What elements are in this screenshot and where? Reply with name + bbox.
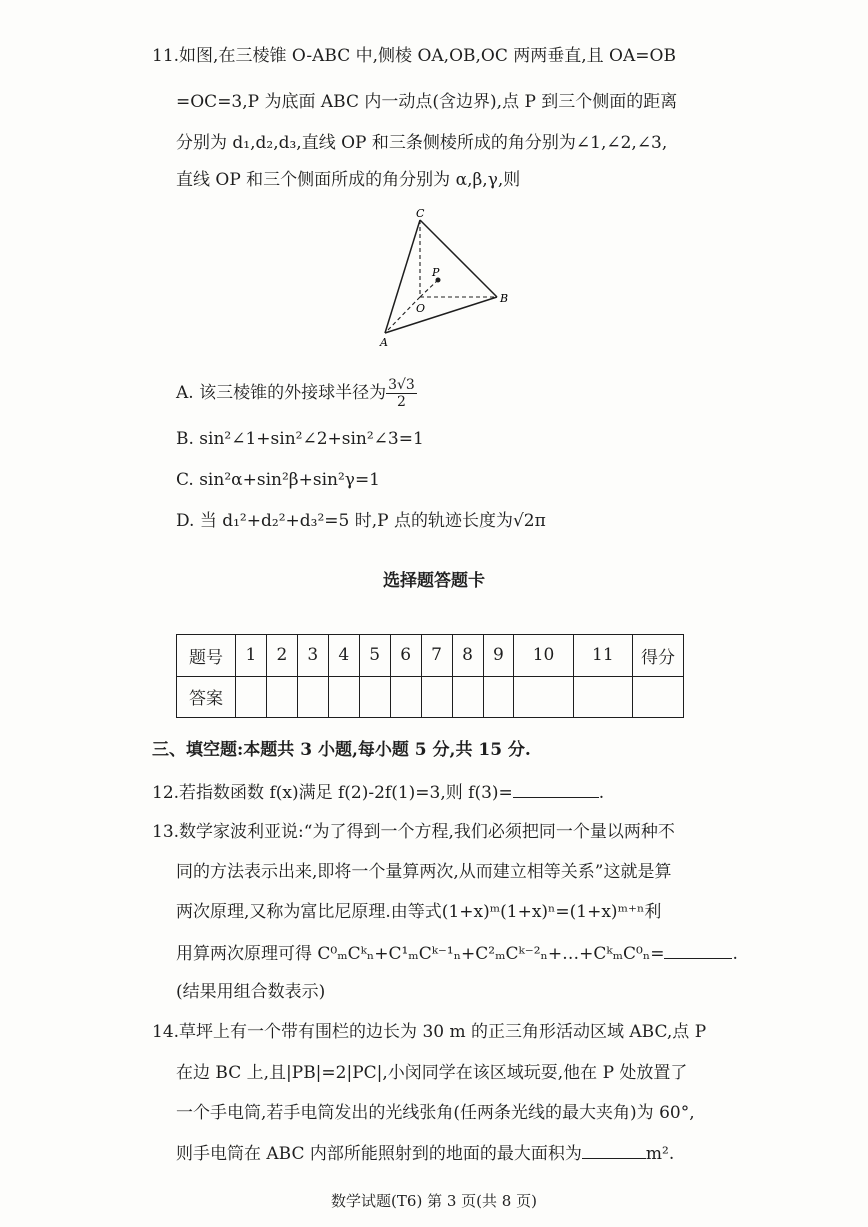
q11-line-2: =OC=3,P 为底面 ABC 内一动点(含边界),点 P 到三个侧面的距离	[176, 92, 678, 112]
q12	[152, 779, 604, 805]
label-p: P	[432, 266, 440, 279]
answer-card-number: 8	[452, 635, 483, 677]
q14-line-4-text: 则手电筒在 ABC 内部所能照射到的地面的最大面积为	[176, 1144, 582, 1164]
q14-line-3: 一个手电筒,若手电筒发出的光线张角(任两条光线的最大夹角)为 60°,	[176, 1103, 695, 1123]
q14-line-4	[176, 1140, 674, 1166]
answer-card-number: 3	[297, 635, 328, 677]
label-b: B	[500, 292, 509, 305]
answer-cell[interactable]	[573, 676, 632, 718]
answer-cell[interactable]	[359, 676, 390, 718]
q11-line-4: 直线 OP 和三个侧面所成的角分别为 α,β,γ,则	[176, 170, 521, 190]
answer-cell[interactable]	[236, 676, 267, 718]
option-a-text: A. 该三棱锥的外接球半径为	[176, 383, 387, 403]
answer-card-title: 选择题答题卡	[383, 571, 485, 591]
answer-card-score-label: 得分	[633, 635, 684, 677]
q13-line-5: (结果用组合数表示)	[176, 982, 326, 1002]
answer-cell[interactable]	[452, 676, 483, 718]
label-a: A	[380, 336, 388, 349]
q12-text: 12.若指数函数 f(x)满足 f(2)-2f(1)=3,则 f(3)=	[152, 783, 513, 803]
q14-line-1: 14.草坪上有一个带有围栏的边长为 30 m 的正三角形活动区域 ABC,点 P	[152, 1022, 707, 1042]
q14-answer-blank[interactable]	[582, 1140, 646, 1159]
q13-line-3: 两次原理,又称为富比尼原理.由等式(1+x)ᵐ(1+x)ⁿ=(1+x)ᵐ⁺ⁿ利	[176, 902, 662, 922]
q14-end: m².	[645, 1144, 675, 1164]
segment-op-hidden	[420, 280, 438, 297]
q11-line-1: 11.如图,在三棱锥 O-ABC 中,侧棱 OA,OB,OC 两两垂直,且 OA=OB	[152, 46, 676, 66]
option-a-numerator: 3√3	[388, 377, 415, 393]
q13-line-4-text: 用算两次原理可得 C⁰ₘCᵏₙ+C¹ₘCᵏ⁻¹ₙ+C²ₘCᵏ⁻²ₙ+…+CᵏₘC⁰ₙ=	[176, 944, 665, 964]
answer-card-row1-label: 题号	[177, 635, 236, 677]
section-3-heading: 三、填空题:本题共 3 小题,每小题 5 分,共 15 分.	[152, 740, 531, 760]
answer-card-number: 11	[573, 635, 632, 677]
answer-card-number: 7	[421, 635, 452, 677]
q11-option-a	[176, 376, 417, 410]
score-cell[interactable]	[633, 676, 684, 718]
q13-line-2: 同的方法表示出来,即将一个量算两次,从而建立相等关系”这就是算	[176, 862, 672, 882]
q14-line-2: 在边 BC 上,且|PB|=2|PC|,小闵同学在该区域玩耍,他在 P 处放置了	[176, 1063, 688, 1083]
q12-answer-blank[interactable]	[513, 779, 599, 798]
answer-cell[interactable]	[390, 676, 421, 718]
tetrahedron-figure	[370, 200, 520, 350]
answer-cell[interactable]	[483, 676, 514, 718]
answer-card-number: 6	[390, 635, 421, 677]
q11-line-3: 分别为 d₁,d₂,d₃,直线 OP 和三条侧棱所成的角分别为∠1,∠2,∠3,	[176, 133, 668, 153]
answer-card-number: 4	[328, 635, 359, 677]
q11-option-b: B. sin²∠1+sin²∠2+sin²∠3=1	[176, 429, 424, 449]
answer-card-number: 1	[236, 635, 267, 677]
label-c: C	[416, 207, 425, 220]
answer-card-number: 2	[266, 635, 297, 677]
answer-card-number: 5	[359, 635, 390, 677]
answer-card-table	[176, 634, 684, 718]
q11-option-c: C. sin²α+sin²β+sin²γ=1	[176, 470, 380, 490]
answer-card-row2-label: 答案	[177, 676, 236, 718]
option-a-denominator: 2	[397, 394, 406, 410]
answer-cell[interactable]	[266, 676, 297, 718]
answer-cell[interactable]	[514, 676, 573, 718]
label-o: O	[416, 302, 426, 315]
answer-card-number: 10	[514, 635, 573, 677]
answer-card-number: 9	[483, 635, 514, 677]
answer-card-answer-row	[177, 676, 684, 718]
edge-ab	[385, 297, 497, 333]
answer-card-number-row	[177, 635, 684, 677]
q12-end: .	[598, 783, 605, 803]
answer-cell[interactable]	[297, 676, 328, 718]
q13-line-4	[176, 940, 738, 966]
q11-option-d: D. 当 d₁²+d₂²+d₃²=5 时,P 点的轨迹长度为√2π	[176, 511, 546, 531]
q13-end: .	[732, 944, 738, 964]
q13-answer-blank[interactable]	[664, 940, 732, 959]
edge-ca	[385, 220, 420, 333]
q13-line-1: 13.数学家波利亚说:“为了得到一个方程,我们必须把同一个量以两种不	[152, 822, 675, 842]
option-a-fraction	[386, 377, 417, 410]
answer-cell[interactable]	[421, 676, 452, 718]
page-footer: 数学试题(T6) 第 3 页(共 8 页)	[331, 1192, 537, 1210]
answer-cell[interactable]	[328, 676, 359, 718]
